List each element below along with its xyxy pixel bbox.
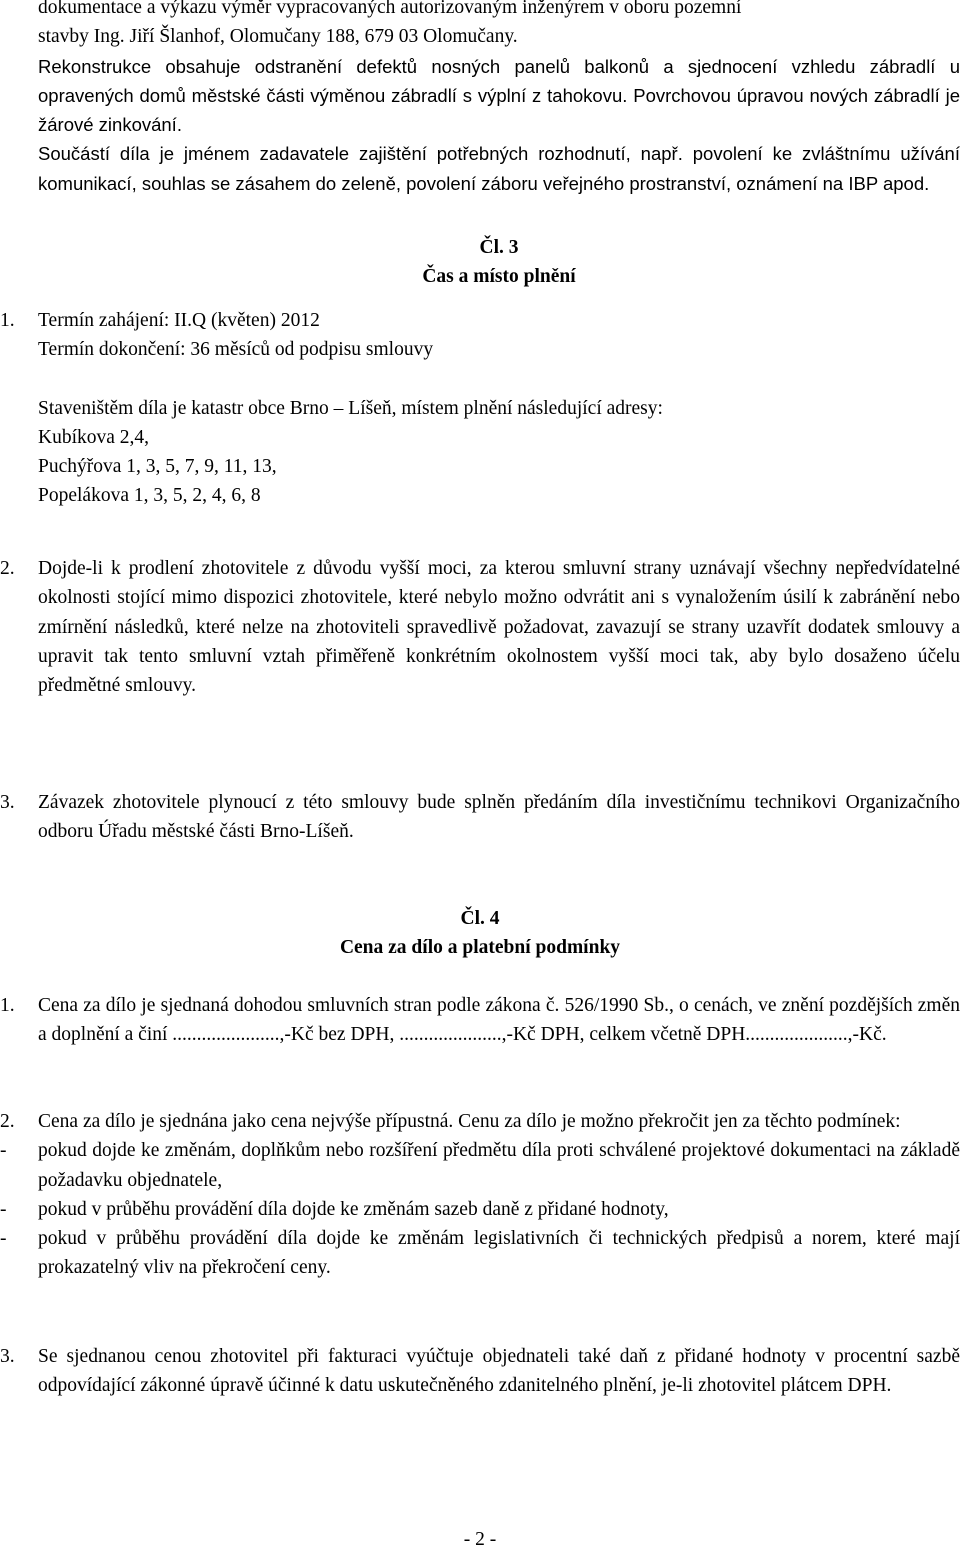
article-4-number: Čl. 4 xyxy=(460,908,500,929)
article-3-number: Čl. 3 xyxy=(479,237,519,258)
article-3-item-2 xyxy=(0,554,960,700)
handover-text: Závazek zhotovitele plynoucí z této smlouvy bude splněn předáním díla investičnímu technikovi Organizačního odboru Úřadu městské části Brno-Líšeň. xyxy=(38,792,960,843)
intro-paragraph-3: Součástí díla je jménem zadavatele zajištění potřebných rozhodnutí, např. povolení ke zvláštnímu užívání komunikací, souhlas se zásahem do zeleně, povolení záboru veřejného prostranství, oznámení na IBP apod. xyxy=(38,143,960,194)
start-date: Termín zahájení: II.Q (květen) 2012 xyxy=(38,310,320,331)
item-number: 2. xyxy=(0,558,15,579)
article-4-item-2 xyxy=(0,1107,960,1283)
site-text: Staveništěm díla je katastr obce Brno – Líšeň, místem plnění následující adresy: xyxy=(38,397,663,419)
article-4-item-1 xyxy=(0,991,960,1050)
condition-item xyxy=(0,1224,960,1283)
item-number: 3. xyxy=(0,792,15,813)
dash-bullet: - xyxy=(0,1140,7,1162)
force-majeure-text: Dojde-li k prodlení zhotovitele z důvodu vyšší moci, za kterou smluvní strany uznávají všechny nepředvídatelné okolnosti stojící mimo dispozici zhotovitele, které nebylo možno odvrátit ani s vynaložením úsilí k zabránění nebo zmírnění následků, které nelze na zhotoviteli spravedlivě požadovat, zavazují se strany uzavřít dodatek smlouvy a upravit tak tento smluvní vztah přiměřeně konkrétním okolnostem vyšší moci tak, aby bylo dosaženo účelu předmětné smlouvy. xyxy=(38,558,960,697)
article-3-item-3 xyxy=(0,788,960,847)
page-number: - 2 - xyxy=(463,1529,497,1550)
intro-line-1: dokumentace a výkazu výměr vypracovaných autorizovaným inženýrem v oboru pozemní xyxy=(38,0,742,18)
item-number: 3. xyxy=(0,1346,15,1367)
address-3: Popelákova 1, 3, 5, 2, 4, 6, 8 xyxy=(38,485,261,507)
end-date: Termín dokončení: 36 měsíců od podpisu smlouvy xyxy=(38,339,434,361)
condition-text: pokud v průběhu provádění díla dojde ke změnám legislativních či technických předpisů a norem, které mají prokazatelný vliv na překročení ceny. xyxy=(38,1228,960,1279)
article-3-item-1 xyxy=(0,306,960,511)
article-4-title: Cena za dílo a platební podmínky xyxy=(339,937,621,958)
condition-item xyxy=(0,1136,960,1195)
item-number: 1. xyxy=(0,995,15,1016)
article-4-item-3 xyxy=(0,1342,960,1401)
item-number: 2. xyxy=(0,1111,15,1132)
condition-item xyxy=(0,1195,960,1224)
item-number: 1. xyxy=(0,310,15,331)
article-3-title: Čas a místo plnění xyxy=(422,266,576,287)
price-cap-text: Cena za dílo je sjednána jako cena nejvýše přípustná. Cenu za dílo je možno překročit jen za těchto podmínek: xyxy=(38,1111,901,1132)
dash-bullet: - xyxy=(0,1228,7,1250)
price-text: Cena za dílo je sjednaná dohodou smluvních stran podle zákona č. 526/1990 Sb., o cenách, ve znění pozdějších změn a doplnění a činí ......................,-Kč bez DPH, .....................,-Kč DPH, celkem včetně DPH.....................,-Kč. xyxy=(38,995,960,1046)
condition-text: pokud dojde ke změnám, doplňkům nebo rozšíření předmětu díla proti schválené projektové dokumentaci na základě požadavku objednatele, xyxy=(38,1140,960,1191)
intro-paragraph-2: Rekonstrukce obsahuje odstranění defektů nosných panelů balkonů a sjednocení vzhledu zábradlí u opravených domů městské části výměnou zábradlí s výplní z tahokovu. Povrchovou úpravou nových zábradlí je žárové zinkování. xyxy=(38,55,960,136)
address-2: Puchýřova 1, 3, 5, 7, 9, 11, 13, xyxy=(38,456,277,478)
vat-text: Se sjednanou cenou zhotovitel při fakturaci vyúčtuje objednateli také daň z přidané hodnoty v procentní sazbě odpovídající zákonné úpravě účinné k datu uskutečněného zdanitelného plnění, je-li zhotovitel plátcem DPH. xyxy=(38,1346,960,1397)
address-1: Kubíkova 2,4, xyxy=(38,426,150,448)
dash-bullet: - xyxy=(0,1198,7,1220)
intro-section xyxy=(38,0,960,198)
condition-text: pokud v průběhu provádění díla dojde ke změnám sazeb daně z přidané hodnoty, xyxy=(38,1198,669,1220)
intro-line-2: stavby Ing. Jiří Šlanhof, Olomučany 188, 679 03 Olomučany. xyxy=(38,26,518,48)
